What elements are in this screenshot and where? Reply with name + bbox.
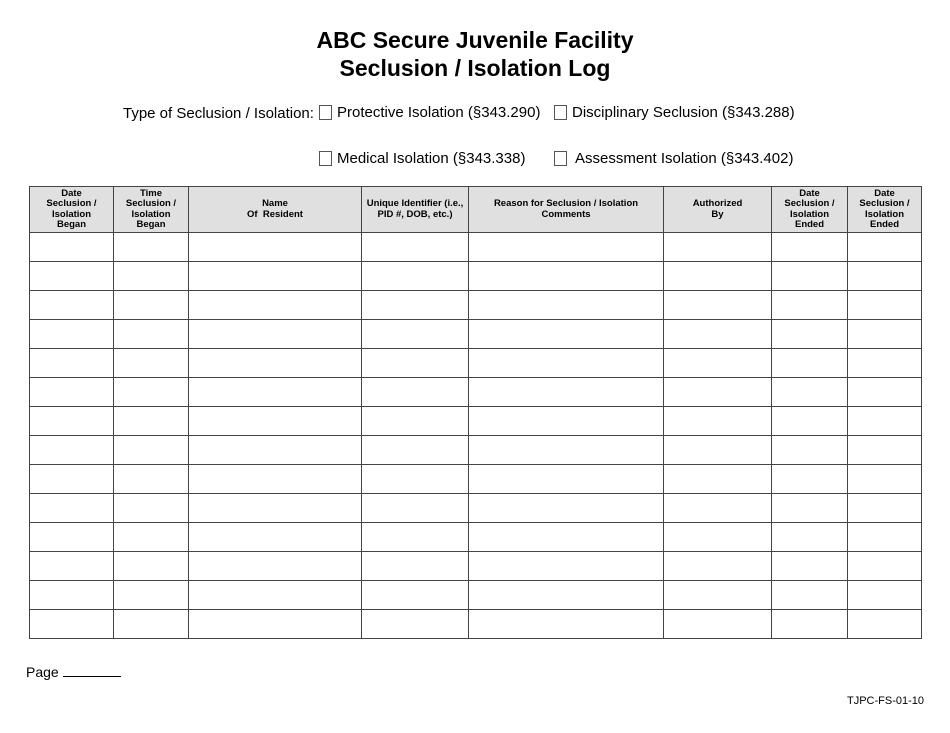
type-label: Type of Seclusion / Isolation:: [123, 105, 314, 122]
table-row: [30, 436, 922, 465]
table-cell[interactable]: [30, 465, 114, 494]
table-cell[interactable]: [114, 552, 189, 581]
table-row: [30, 291, 922, 320]
table-header-row: [30, 187, 922, 233]
table-cell[interactable]: [664, 349, 772, 378]
table-cell[interactable]: [114, 494, 189, 523]
table-cell[interactable]: [30, 494, 114, 523]
table-cell[interactable]: [664, 581, 772, 610]
table-cell[interactable]: [469, 291, 664, 320]
col-unique-identifier: Unique Identifier (i.e., PID #, DOB, etc.): [362, 187, 469, 233]
table-cell[interactable]: [189, 610, 362, 639]
table-cell[interactable]: [362, 349, 469, 378]
table-cell[interactable]: [664, 436, 772, 465]
table-cell[interactable]: [848, 552, 922, 581]
table-cell[interactable]: [664, 494, 772, 523]
table-cell[interactable]: [114, 436, 189, 465]
table-cell[interactable]: [362, 320, 469, 349]
table-cell[interactable]: [30, 349, 114, 378]
table-cell[interactable]: [189, 407, 362, 436]
table-cell[interactable]: [772, 378, 848, 407]
table-cell[interactable]: [362, 407, 469, 436]
table-cell[interactable]: [30, 436, 114, 465]
table-cell[interactable]: [848, 233, 922, 262]
table-cell[interactable]: [189, 349, 362, 378]
table-cell[interactable]: [189, 552, 362, 581]
table-cell[interactable]: [664, 320, 772, 349]
table-body: [30, 233, 922, 639]
table-cell[interactable]: [30, 581, 114, 610]
table-cell[interactable]: [848, 378, 922, 407]
option-assessment-isolation[interactable]: [554, 150, 793, 167]
table-row: [30, 378, 922, 407]
table-cell[interactable]: [362, 465, 469, 494]
table-cell[interactable]: [189, 523, 362, 552]
checkbox-protective-isolation[interactable]: [319, 105, 332, 120]
table-cell[interactable]: [664, 262, 772, 291]
checkbox-disciplinary-seclusion[interactable]: [554, 105, 567, 120]
table-cell[interactable]: [469, 581, 664, 610]
table-cell[interactable]: [664, 407, 772, 436]
option-disciplinary-seclusion[interactable]: [554, 104, 795, 121]
table-cell[interactable]: [848, 349, 922, 378]
table-cell[interactable]: [189, 436, 362, 465]
table-cell[interactable]: [30, 320, 114, 349]
table-cell[interactable]: [664, 610, 772, 639]
table-row: [30, 610, 922, 639]
checkbox-assessment-isolation[interactable]: [554, 151, 567, 166]
option-medical-isolation[interactable]: [319, 150, 525, 167]
table-cell[interactable]: [362, 610, 469, 639]
table-cell[interactable]: [30, 407, 114, 436]
table-cell[interactable]: [189, 233, 362, 262]
checkbox-medical-isolation[interactable]: [319, 151, 332, 166]
table-cell[interactable]: [362, 291, 469, 320]
table-cell[interactable]: [189, 320, 362, 349]
table-cell[interactable]: [469, 436, 664, 465]
table-cell[interactable]: [848, 465, 922, 494]
table-cell[interactable]: [189, 581, 362, 610]
table-cell[interactable]: [114, 291, 189, 320]
table-cell[interactable]: [848, 320, 922, 349]
table-cell[interactable]: [189, 494, 362, 523]
option-label: Disciplinary Seclusion (§343.288): [572, 104, 795, 121]
table-cell[interactable]: [469, 233, 664, 262]
title-line-2: Seclusion / Isolation Log: [339, 55, 611, 81]
table-cell[interactable]: [772, 320, 848, 349]
table-cell[interactable]: [189, 378, 362, 407]
table-cell[interactable]: [772, 552, 848, 581]
table-cell[interactable]: [362, 552, 469, 581]
table-cell[interactable]: [114, 378, 189, 407]
table-row: [30, 233, 922, 262]
table-cell[interactable]: [114, 407, 189, 436]
table-cell[interactable]: [848, 494, 922, 523]
table-cell[interactable]: [362, 494, 469, 523]
table-cell[interactable]: [664, 378, 772, 407]
table-cell[interactable]: [30, 378, 114, 407]
table-cell[interactable]: [30, 262, 114, 291]
table-cell[interactable]: [848, 436, 922, 465]
table-cell[interactable]: [772, 262, 848, 291]
page-number-blank[interactable]: [63, 664, 121, 677]
table-cell[interactable]: [469, 407, 664, 436]
table-cell[interactable]: [469, 262, 664, 291]
title-line-1: ABC Secure Juvenile Facility: [316, 27, 634, 53]
table-cell[interactable]: [30, 552, 114, 581]
table-cell[interactable]: [362, 378, 469, 407]
table-cell[interactable]: [664, 523, 772, 552]
table-cell[interactable]: [469, 552, 664, 581]
table-cell[interactable]: [469, 378, 664, 407]
table-row: [30, 494, 922, 523]
table-cell[interactable]: [772, 349, 848, 378]
table-row: [30, 349, 922, 378]
table-cell[interactable]: [362, 436, 469, 465]
table-cell[interactable]: [848, 262, 922, 291]
table-cell[interactable]: [30, 291, 114, 320]
table-cell[interactable]: [772, 465, 848, 494]
table-cell[interactable]: [362, 262, 469, 291]
col-reason-comments: Reason for Seclusion / Isolation Comments: [469, 187, 664, 233]
option-label: Assessment Isolation (§343.402): [575, 150, 794, 167]
table-cell[interactable]: [848, 610, 922, 639]
table-cell[interactable]: [772, 581, 848, 610]
table-cell[interactable]: [114, 233, 189, 262]
table-cell[interactable]: [114, 581, 189, 610]
table-row: [30, 320, 922, 349]
table-cell[interactable]: [30, 523, 114, 552]
col-authorized-by: Authorized By: [664, 187, 772, 233]
table-cell[interactable]: [30, 610, 114, 639]
table-cell[interactable]: [772, 523, 848, 552]
table-cell[interactable]: [114, 610, 189, 639]
table-cell[interactable]: [189, 291, 362, 320]
table-cell[interactable]: [362, 581, 469, 610]
table-cell[interactable]: [664, 291, 772, 320]
option-label: Medical Isolation (§343.338): [337, 150, 526, 167]
table-cell[interactable]: [664, 233, 772, 262]
table-cell[interactable]: [664, 552, 772, 581]
form-code: TJPC-FS-01-10: [846, 695, 924, 707]
table-cell[interactable]: [189, 262, 362, 291]
col-resident-name: Name Of Resident: [189, 187, 362, 233]
page-label: Page: [26, 664, 59, 680]
table-cell[interactable]: [469, 494, 664, 523]
table-cell[interactable]: [114, 465, 189, 494]
table-cell[interactable]: [114, 320, 189, 349]
table-row: [30, 465, 922, 494]
option-label: Protective Isolation (§343.290): [337, 104, 541, 121]
table-cell[interactable]: [772, 436, 848, 465]
table-cell[interactable]: [469, 523, 664, 552]
col-date-ended: Date Seclusion / Isolation Ended: [772, 187, 848, 233]
table-cell[interactable]: [30, 233, 114, 262]
table-row: [30, 262, 922, 291]
table-cell[interactable]: [772, 494, 848, 523]
table-row: [30, 523, 922, 552]
table-row: [30, 407, 922, 436]
table-row: [30, 581, 922, 610]
table-cell[interactable]: [772, 291, 848, 320]
table-cell[interactable]: [772, 407, 848, 436]
table-cell[interactable]: [189, 465, 362, 494]
col-date-ended-2: Date Seclusion / Isolation Ended: [848, 187, 922, 233]
page-number-field[interactable]: [26, 664, 121, 680]
col-time-began: Time Seclusion / Isolation Began: [114, 187, 189, 233]
table-cell[interactable]: [772, 610, 848, 639]
table-cell[interactable]: [114, 523, 189, 552]
table-cell[interactable]: [664, 465, 772, 494]
table-cell[interactable]: [848, 407, 922, 436]
table-cell[interactable]: [469, 610, 664, 639]
table-cell[interactable]: [772, 233, 848, 262]
table-cell[interactable]: [114, 349, 189, 378]
table-cell[interactable]: [362, 523, 469, 552]
table-cell[interactable]: [848, 581, 922, 610]
table-cell[interactable]: [848, 523, 922, 552]
table-cell[interactable]: [114, 262, 189, 291]
option-protective-isolation[interactable]: [319, 104, 540, 121]
table-cell[interactable]: [362, 233, 469, 262]
table-row: [30, 552, 922, 581]
table-cell[interactable]: [469, 349, 664, 378]
form-title: [0, 26, 950, 82]
table-cell[interactable]: [469, 465, 664, 494]
table-cell[interactable]: [848, 291, 922, 320]
col-date-began: Date Seclusion / Isolation Began: [30, 187, 114, 233]
table-cell[interactable]: [469, 320, 664, 349]
seclusion-log-table: [29, 186, 922, 639]
